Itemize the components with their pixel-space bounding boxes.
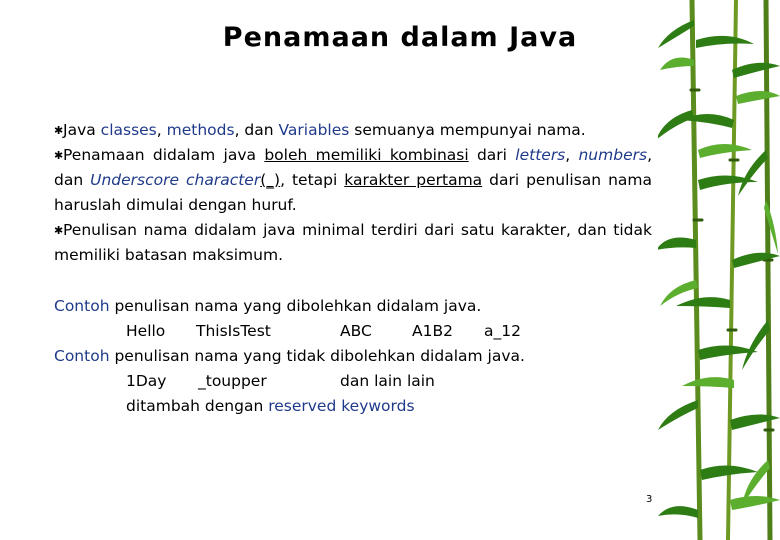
list-item: 1Day	[126, 372, 167, 390]
list-item: a_12	[484, 322, 521, 340]
list-item: ABC	[340, 322, 372, 340]
example-disallowed-heading: Contoh penulisan nama yang tidak dibolehkan didalam java.	[54, 347, 525, 365]
bullet-icon: ✱	[54, 224, 64, 237]
slide-title: Penamaan dalam Java	[222, 22, 578, 53]
paragraph-3: ✱Penulisan nama didalam java minimal terdiri dari satu karakter, dan tidak memiliki batasan maksimum.	[54, 218, 652, 268]
page-number: 3	[646, 494, 653, 505]
reserved-keywords-note: ditambah dengan reserved keywords	[126, 397, 415, 415]
example-allowed-heading: Contoh penulisan nama yang dibolehkan didalam java.	[54, 297, 482, 315]
paragraph-1: ✱Java classes, methods, dan Variables semuanya mempunyai nama.	[54, 118, 652, 143]
bullet-icon: ✱	[54, 149, 64, 162]
slide-body	[54, 118, 652, 419]
paragraph-2: ✱Penamaan didalam java boleh memiliki kombinasi dari letters, numbers, dan Underscore character(_), tetapi karakter pertama dari penulisan nama haruslah dimulai dengan huruf.	[54, 143, 652, 218]
list-item: _toupper	[198, 372, 267, 390]
list-item: Hello	[126, 322, 166, 340]
list-item: A1B2	[412, 322, 453, 340]
bamboo-decoration	[658, 0, 780, 540]
bullet-icon: ✱	[54, 124, 64, 137]
list-item: ThisIsTest	[196, 322, 271, 340]
list-item: dan lain lain	[340, 372, 435, 390]
example-allowed-list	[54, 319, 652, 344]
example-disallowed-list	[54, 369, 652, 394]
